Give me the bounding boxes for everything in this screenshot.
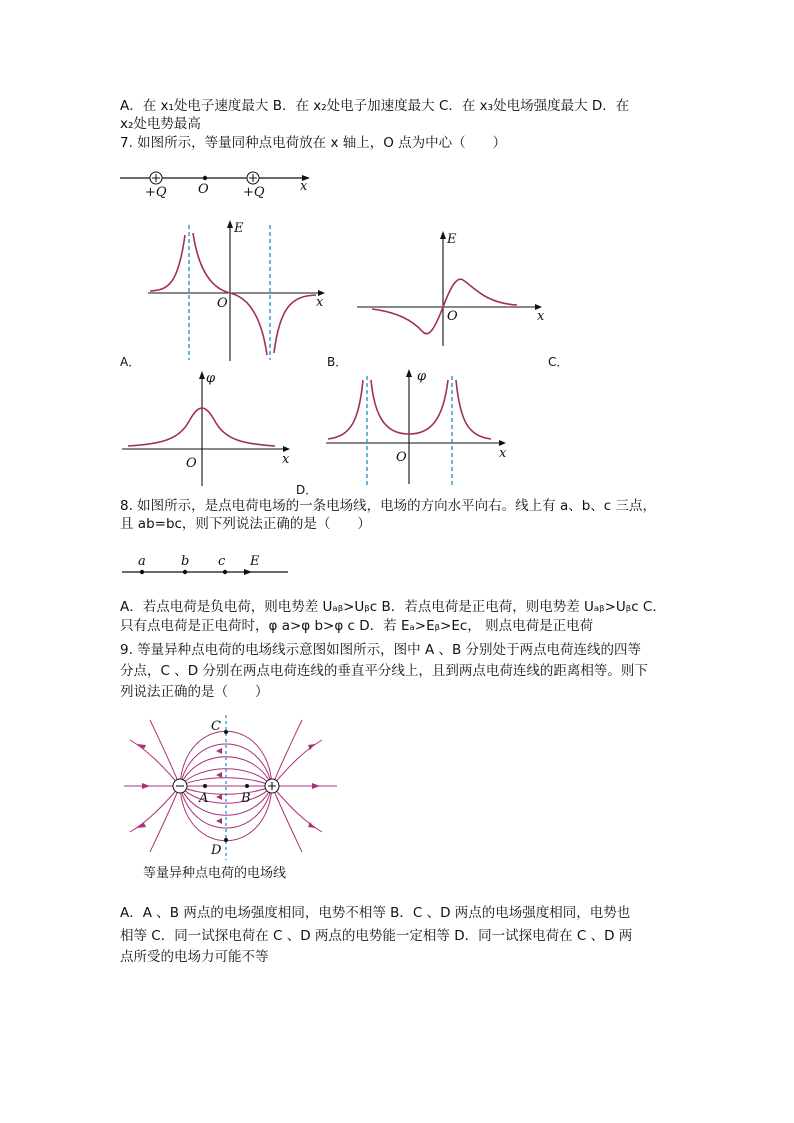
q9-options-line3: 点所受的电场力可能不等 bbox=[120, 949, 269, 965]
option-c-label: C． bbox=[548, 355, 569, 369]
graph-d bbox=[323, 366, 518, 491]
graph-b bbox=[357, 228, 552, 348]
q9-stem-line2: 分点，C 、D 分别在两点电荷连线的垂直平分线上，且到两点电荷连线的距离相等。则下 bbox=[120, 663, 648, 679]
charge-right-label: +Q bbox=[243, 185, 265, 200]
option-a-label: A． bbox=[120, 355, 141, 369]
graph-a-ylabel: E bbox=[234, 221, 244, 236]
graph-b-ylabel: E bbox=[447, 232, 457, 247]
graph-b-origin: O bbox=[447, 309, 458, 324]
q9-stem-line3: 列说法正确的是（ ） bbox=[120, 684, 269, 700]
q9-stem-line1: 9. 等量异种点电荷的电场线示意图如图所示，图中 A 、B 分别处于两点电荷连线的四等 bbox=[120, 642, 642, 658]
point-A-label: A bbox=[199, 791, 209, 806]
charge-left-label: +Q bbox=[145, 185, 167, 200]
q7-charge-diagram bbox=[118, 165, 318, 200]
option-d-label: D． bbox=[296, 483, 318, 497]
graph-d-ylabel: φ bbox=[417, 369, 427, 384]
q6-options-line1: A．在 x₁处电子速度最大 B．在 x₂处电子加速度最大 C．在 x₃处电场强度最大 D．在 bbox=[120, 98, 630, 114]
graph-c bbox=[120, 368, 300, 490]
graph-a-xlabel: x bbox=[316, 295, 324, 310]
graph-d-xlabel: x bbox=[499, 446, 507, 461]
point-b-label: b bbox=[181, 554, 190, 569]
q9-options-line1: A．A 、B 两点的电场强度相同，电势不相等 B．C 、D 两点的电场强度相同，电势也 bbox=[120, 905, 631, 921]
point-D-label: D bbox=[211, 843, 222, 858]
graph-c-origin: O bbox=[186, 456, 197, 471]
graph-c-ylabel: φ bbox=[206, 371, 216, 386]
graph-c-xlabel: x bbox=[282, 452, 290, 467]
q7-stem: 7. 如图所示，等量同种点电荷放在 x 轴上，O 点为中心（ ） bbox=[120, 135, 507, 151]
point-B-label: B bbox=[241, 791, 251, 806]
dipole-field-diagram bbox=[122, 715, 347, 860]
point-a-label: a bbox=[138, 554, 146, 569]
q9-options-line2: 相等 C．同一试探电荷在 C 、D 两点的电势能一定相等 D．同一试探电荷在 C 、D 两 bbox=[120, 928, 633, 944]
option-b-label: B． bbox=[327, 355, 348, 369]
axis-x-label: x bbox=[300, 179, 308, 194]
graph-a-origin: O bbox=[217, 296, 228, 311]
origin-label: O bbox=[198, 182, 209, 197]
graph-d-origin: O bbox=[396, 450, 407, 465]
q8-stem-line2: 且 ab=bc，则下列说法正确的是（ ） bbox=[120, 516, 371, 532]
field-E-label: E bbox=[250, 554, 260, 569]
q8-field-line-diagram bbox=[120, 550, 295, 580]
graph-b-xlabel: x bbox=[537, 309, 545, 324]
q8-options-line2: 只有点电荷是正电荷时，φ a>φ b>φ c D．若 Eₐ>Eᵦ>Ec， 则点电荷是正电荷 bbox=[120, 618, 594, 634]
point-c-label: c bbox=[218, 554, 226, 569]
point-C-label: C bbox=[211, 719, 221, 734]
q8-options-line1: A．若点电荷是负电荷，则电势差 Uₐᵦ>Uᵦc B．若点电荷是正电荷，则电势差 Uₐᵦ>Uᵦc C． bbox=[120, 599, 666, 615]
diagram-caption: 等量异种点电荷的电场线 bbox=[143, 866, 287, 881]
q8-stem-line1: 8. 如图所示，是点电荷电场的一条电场线，电场的方向水平向右。线上有 a、b、c 三点， bbox=[120, 498, 657, 514]
graph-a bbox=[148, 215, 338, 365]
q6-options-line2: x₂处电势最高 bbox=[120, 116, 201, 132]
